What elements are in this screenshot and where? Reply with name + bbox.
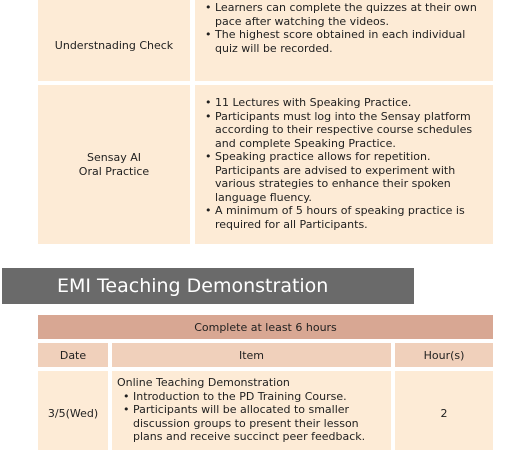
row-label: Understnading Check bbox=[54, 38, 174, 52]
column-header-date: Date bbox=[38, 343, 108, 367]
list-item: • The highest score obtained in each individual quiz will be recorded. bbox=[205, 28, 483, 55]
hours-value: 2 bbox=[440, 406, 448, 420]
list-item: • Introduction to the PD Training Course. bbox=[123, 390, 387, 404]
item-cell bbox=[112, 371, 391, 450]
list-item: • Participants will be allocated to smaller discussion groups to present their lesson plans and receive succinct peer feedback. bbox=[123, 403, 387, 444]
list-item: • A minimum of 5 hours of speaking practice is required for all Participants. bbox=[205, 204, 483, 231]
row-content-cell bbox=[195, 0, 493, 81]
item-title: Online Teaching Demonstration bbox=[117, 376, 290, 389]
hours-cell bbox=[395, 371, 493, 450]
column-header-hours: Hour(s) bbox=[395, 343, 493, 367]
row-content-cell bbox=[195, 85, 493, 244]
bullet-list bbox=[205, 96, 483, 231]
requirement-header: Complete at least 6 hours bbox=[38, 315, 493, 339]
row-label-line: Oral Practice bbox=[78, 164, 150, 178]
list-item: • Participants must log into the Sensay platform according to their respective course schedules and complete Speaking Practice. bbox=[205, 110, 483, 151]
row-label-cell bbox=[38, 0, 190, 81]
list-item: • 11 Lectures with Speaking Practice. bbox=[205, 96, 483, 110]
column-header-item: Item bbox=[112, 343, 391, 367]
list-item: • Learners can complete the quizzes at their own pace after watching the videos. bbox=[205, 1, 483, 28]
bullet-list bbox=[205, 1, 483, 55]
row-label-cell bbox=[38, 85, 190, 244]
section-title: EMI Teaching Demonstration bbox=[2, 268, 414, 304]
row-label-line: Sensay AI bbox=[87, 150, 141, 164]
date-value: 3/5(Wed) bbox=[47, 406, 99, 420]
item-bullet-list bbox=[123, 390, 387, 444]
list-item: • Speaking practice allows for repetition. Participants are advised to experiment with various strategies to enhance their spoken language fluency. bbox=[205, 150, 483, 204]
date-cell bbox=[38, 371, 108, 450]
